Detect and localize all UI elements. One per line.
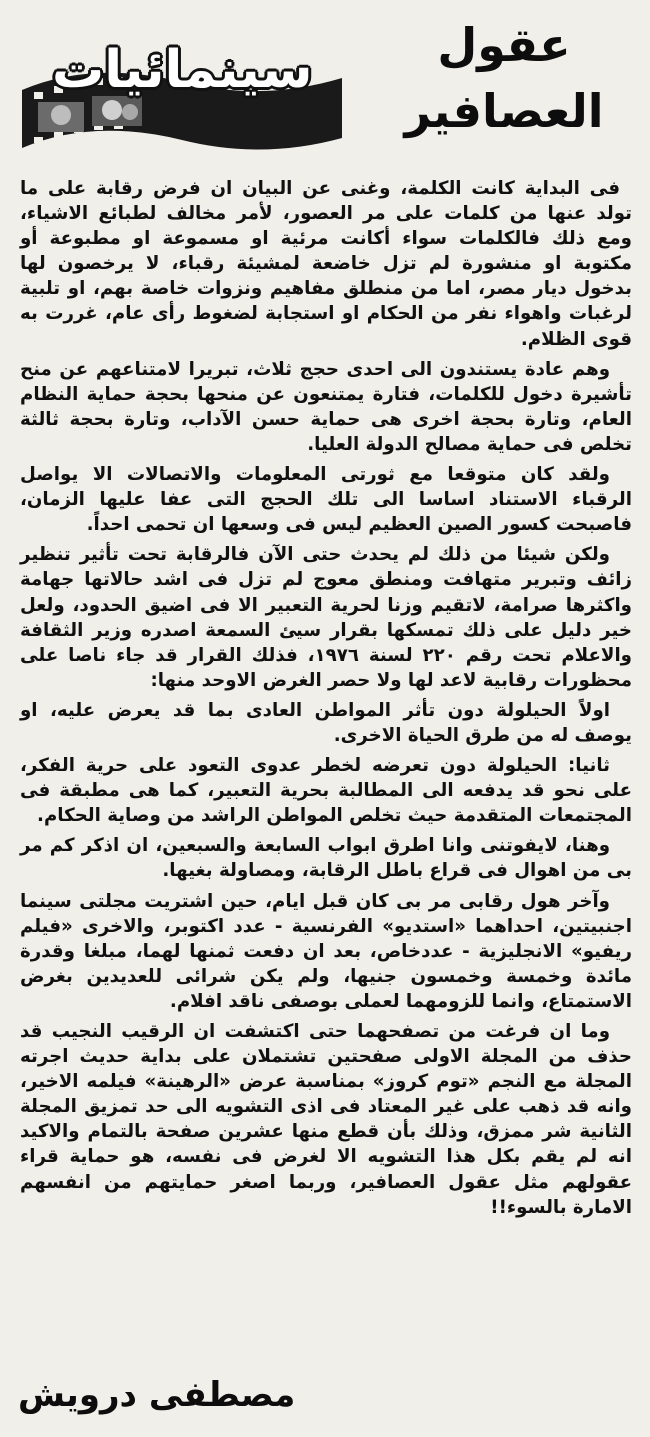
paragraph: ثانيا: الحيلولة دون تعرضه لخطر عدوى التعود على حرية الفكر، على نحو قد يدفعه الى المطالبة بحرية التعبير، كما هى مطبقة فى المجتمعات المتقدمة حيث تخلص المواطن الراشد من وصاية الحكام. [20,755,632,827]
headline-line-1: عقول [437,18,571,72]
paragraph: وهم عادة يستندون الى احدى حجج ثلاث، تبريرا لامتناعهم عن منح تأشيرة دخول للكلمات، فتارة يمتنعون عن منحها بحجة حماية النظام العام، وتارة بحجة اخرى هى حماية حسن الآداب، وتارة بحجة ثالثة تخلص فى حماية مصالح الدولة العليا. [20,358,632,455]
headline-line-2: العصافير [404,84,604,138]
section-logo-text: سينمائيات [52,40,313,100]
paragraph: فى البداية كانت الكلمة، وغنى عن البيان ان فرض رقابة على ما تولد عنها من كلمات على مر العصور، لأمر مخالف لطبائع الاشياء، ومع ذلك فالكلمات سواء أكانت مرئية او مسموعة او مطبوعة أو مكتوبة او منشورة لم تزل خاضعة لمشيئة رقباء، لا يرخصون لها بدخول ديار مصر، اما من منطلق مفاهيم ونزوات خاصة بهم، او تلبية لرغبات واهواء نفر من الحكام او استجابة لضغوط رأى عام، غررت به قوى الظلام. [20,178,632,350]
paragraph: ولكن شيئا من ذلك لم يحدث حتى الآن فالرقابة تحت تأثير تنظير زائف وتبرير متهافت ومنطق معوج لم تزل فى اشد حالاتها جهامة واكثرها صرامة، لاتقيم وزنا لحرية التعبير الا فى اضيق الحدود، ولعل خير دليل على ذلك تمسكها بقرار سيئ السمعة اصدره وزير الثقافة والاعلام تحت رقم ٢٢٠ لسنة ١٩٧٦، فذلك القرار قد جاء ناصا على محظورات رقابية لاعد لها ولا حصر الغرض الاوحد منها: [20,544,632,691]
paragraph: وهنا، لايفوتنى وانا اطرق ابواب السابعة والسبعين، ان اذكر كم مر بى من اهوال فى قراع باطل الرقابة، ومصاولة بغيها. [20,835,632,882]
article-body [6,176,644,1220]
article-header [6,6,644,170]
paragraph: ولقد كان متوقعا مع ثورتى المعلومات والاتصالات الا يواصل الرقباء الاستناد اساسا الى تلك الحجج التى عفا عليها الزمان، فاصبحت كسور الصين العظيم ليس فى وسعها ان تحمى احداً. [20,464,632,536]
paragraph: وما ان فرغت من تصفحهما حتى اكتشفت ان الرقيب النجيب قد حذف من المجلة الاولى صفحتين تشتملان على بداية حديث اجرته المجلة مع النجم «توم كروز» بمناسبة عرض «الرهينة» فيلمه الاخير، وانه قد ذهب على غير المعتاد فى اذى التشويه الى حد تمزيق المجلة الثانية شر ممزق، وذلك بأن قطع منها عشرين صفحة بالتمام والاكيد انه لم يقم بكل هذا التشويه الا لغرض فى نفسه، هو حماية قراء عقولهم مثل عقول العصافير، وربما اصغر حمايتهم من انفسهم الامارة بالسوء!! [20,1021,632,1218]
paragraph: وآخر هول رقابى مر بى كان قبل ايام، حين اشتريت مجلتى سينما اجنبيتين، احداهما «استديو» الفرنسية - عدد اكتوبر، والاخرى «فيلم ريفيو» الانجليزية - عددخاص، بعد ان دفعت ثمنها لهما، مبلغا وقدرة مائدة وخمسة وخمسون جنيها، ولم يكن شرائى للعديدين بغرض الاستمتاع، وانما للزومهما لعملى بوصفى ناقد افلام. [20,890,632,1012]
author-signature: مصطفى درويش [18,1375,296,1415]
paragraph: اولاً الحيلولة دون تأثر المواطن العادى بما قد يعرض عليه، او يوصف له من طرق الحياة الاخرى. [20,699,632,746]
headline [384,12,624,144]
section-logo [12,20,352,168]
